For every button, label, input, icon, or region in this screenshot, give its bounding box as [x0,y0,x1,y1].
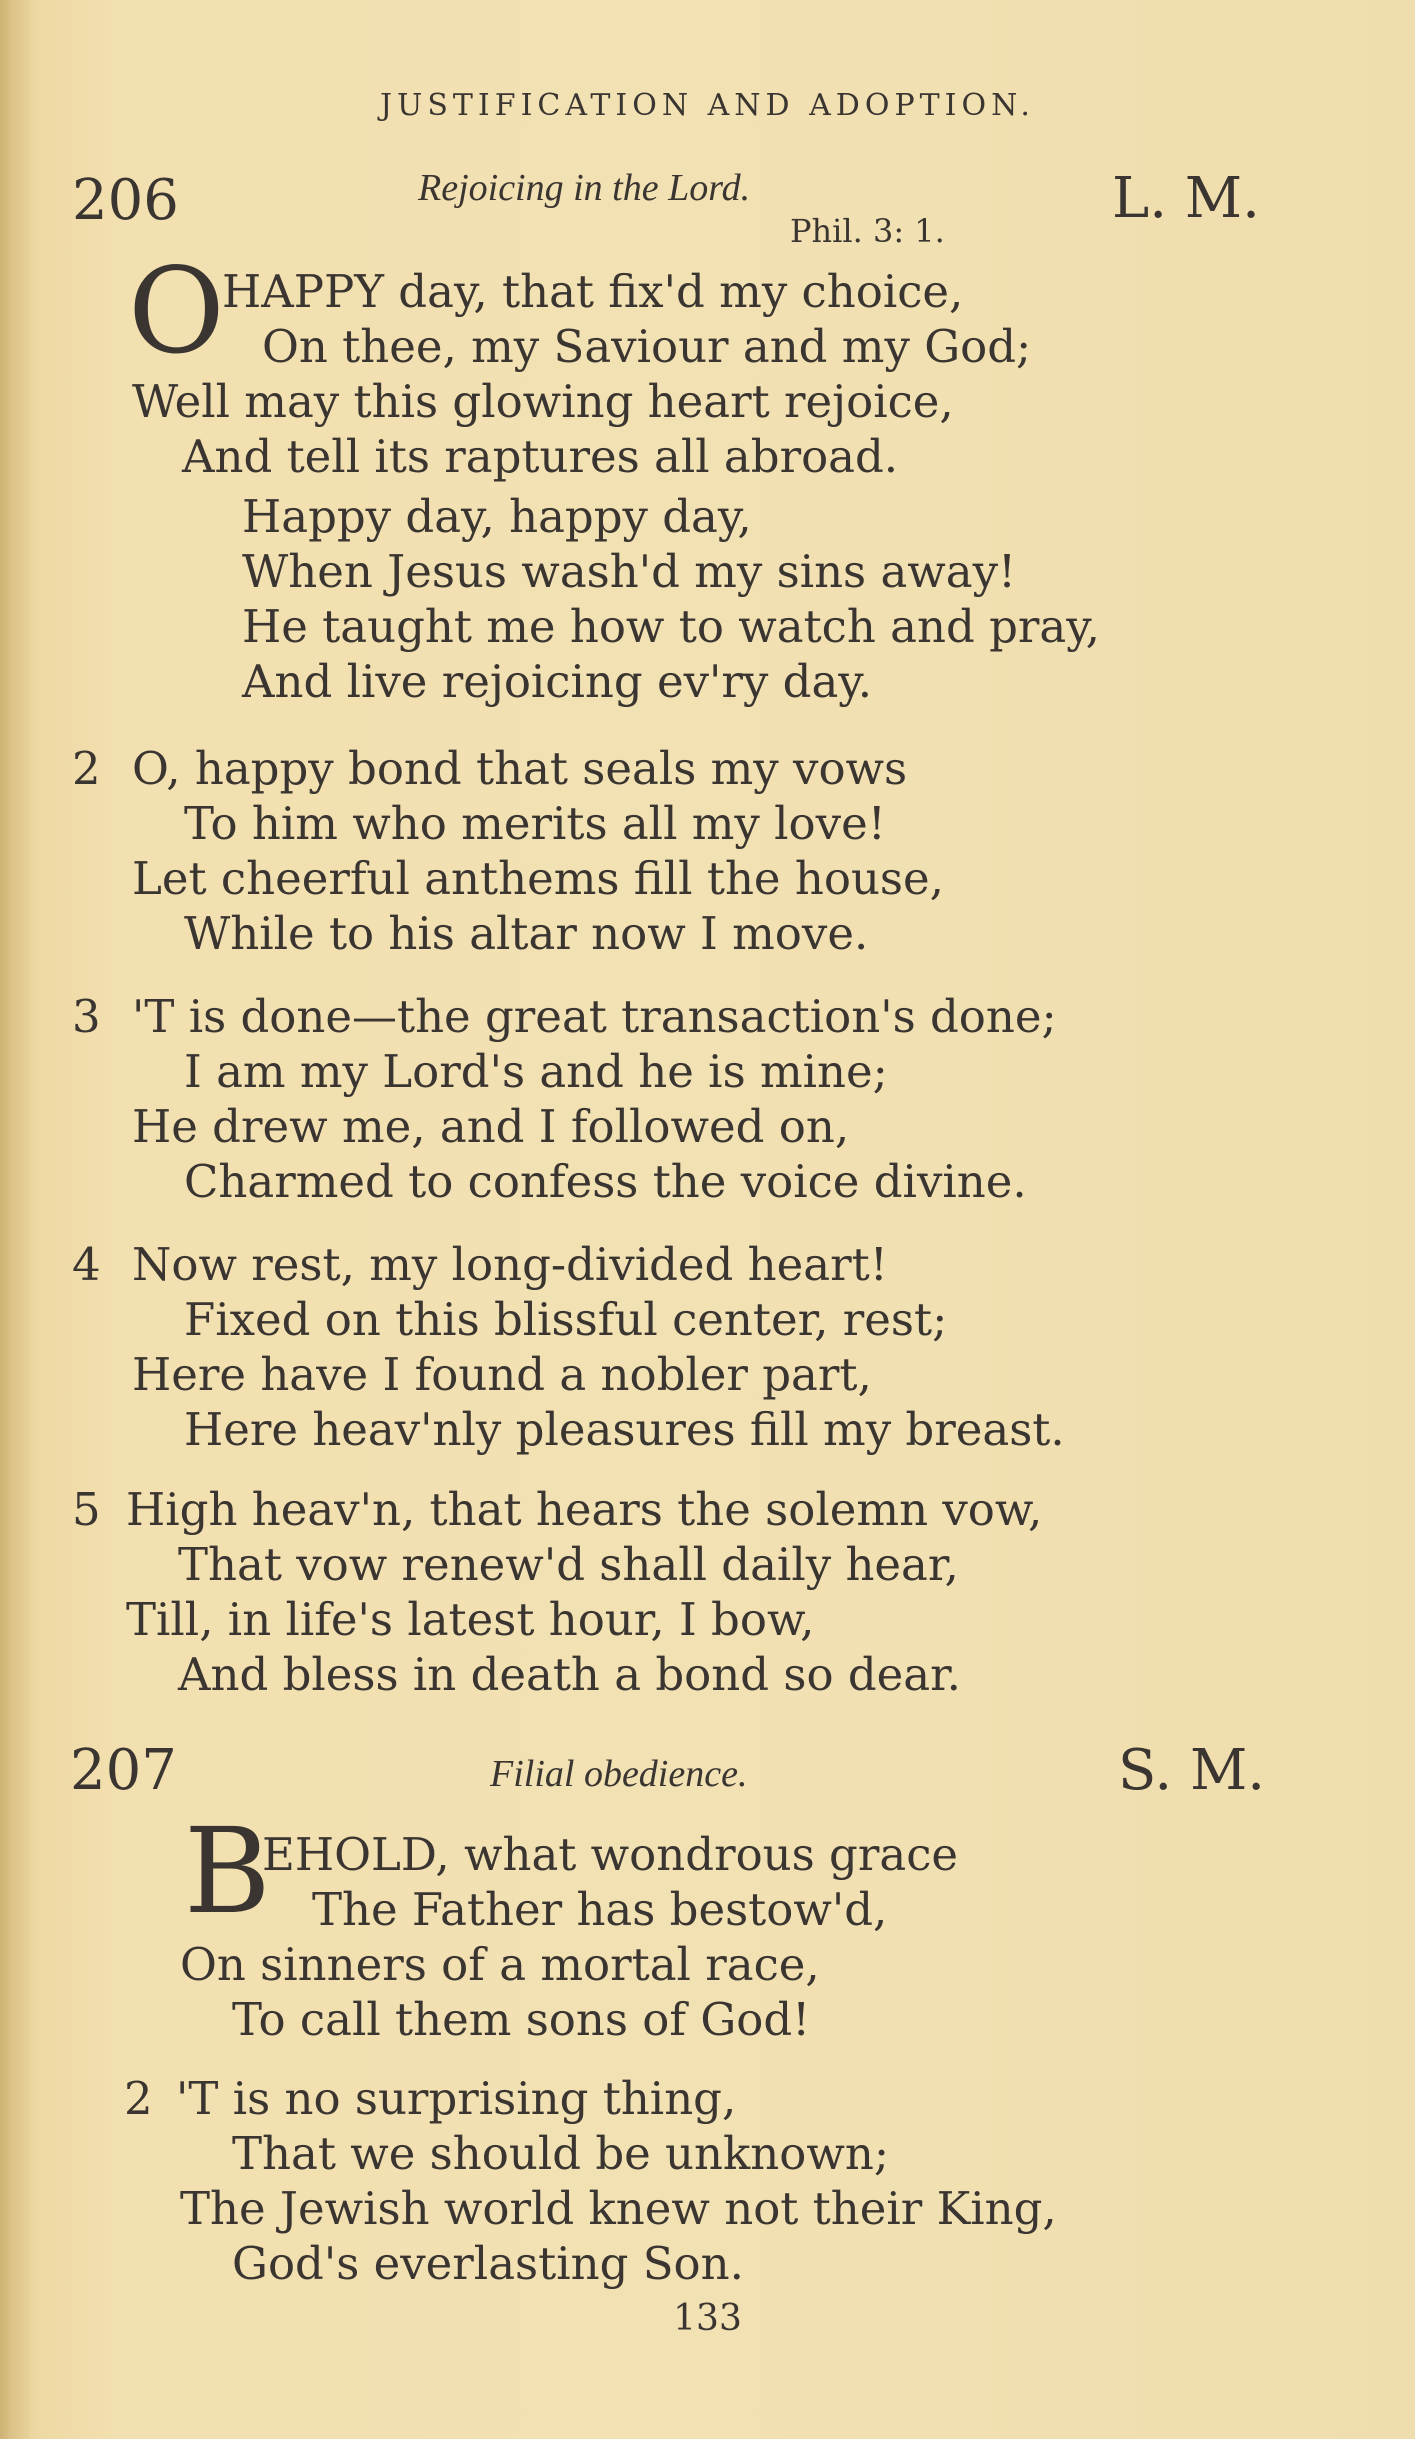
hymn-206-s3-line1: 'T is done—the great transaction's done; [132,990,1057,1043]
hymn-207-meter: S. M. [1118,1738,1266,1803]
hymn-206-s2-line4: While to his altar now I move. [184,907,869,960]
hymn-206-s2-line3: Let cheerful anthems fill the house, [132,852,944,905]
hymn-206-chorus-line4: And live rejoicing ev'ry day. [242,655,873,708]
hymn-206-s2-line2: To him who merits all my love! [184,797,886,850]
page-number: 133 [673,2298,742,2339]
hymn-206-s5-line2: That vow renew'd shall daily hear, [178,1538,959,1591]
hymn-206-number: 206 [72,168,179,233]
hymn-207-s1-line3: On sinners of a mortal race, [180,1938,820,1991]
page-spine-shadow [0,0,30,2439]
hymn-207-title: Filial obedience. [490,1753,748,1795]
hymn-206-s5-line3: Till, in life's latest hour, I bow, [126,1593,815,1646]
hymn-206-title: Rejoicing in the Lord. [418,167,751,209]
hymn-206-s2-line1: O, happy bond that seals my vows [132,742,908,795]
hymn-207-s2-line1: 'T is no surprising thing, [176,2072,737,2125]
hymn-206-s1-line2: On thee, my Saviour and my God; [262,320,1032,373]
hymn-206-s4-line3: Here have I found a nobler part, [132,1348,872,1401]
hymn-206-s1-line1: HAPPY day, that fix'd my choice, [222,265,964,318]
hymn-206-s3-number: 3 [72,990,101,1043]
hymn-207-s2-line3: The Jewish world knew not their King, [180,2182,1057,2235]
hymn-206-chorus-line1: Happy day, happy day, [242,490,752,543]
hymn-206-reference: Phil. 3: 1. [790,212,945,250]
hymn-207-s1-line1: EHOLD, what wondrous grace [262,1828,959,1881]
hymn-206-s4-number: 4 [72,1238,101,1291]
hymn-206-s1-line4: And tell its raptures all abroad. [182,430,899,483]
hymn-206-s5-line1: High heav'n, that hears the solemn vow, [126,1483,1043,1536]
hymn-207-s2-number: 2 [124,2072,153,2125]
hymn-206-dropcap: O [128,242,225,380]
hymn-206-s5-number: 5 [72,1483,101,1536]
hymn-207-s2-line4: God's everlasting Son. [232,2237,744,2290]
hymn-206-meter: L. M. [1112,166,1260,231]
hymn-206-s3-line2: I am my Lord's and he is mine; [184,1045,888,1098]
hymn-206-s4-line1: Now rest, my long-divided heart! [132,1238,888,1291]
hymn-206-s1-line3: Well may this glowing heart rejoice, [132,375,954,428]
hymn-206-s5-line4: And bless in death a bond so dear. [178,1648,961,1701]
running-head: JUSTIFICATION AND ADOPTION. [380,88,1035,123]
hymn-206-s4-line4: Here heav'nly pleasures fill my breast. [184,1403,1065,1456]
hymn-206-s4-line2: Fixed on this blissful center, rest; [184,1293,948,1346]
hymn-206-s2-number: 2 [72,742,101,795]
hymn-206-chorus-line2: When Jesus wash'd my sins away! [242,545,1017,598]
hymn-207-number: 207 [70,1738,177,1803]
hymn-207-s2-line2: That we should be unknown; [232,2127,890,2180]
hymn-207-s1-line4: To call them sons of God! [232,1993,811,2046]
hymn-207-dropcap: B [184,1802,271,1940]
hymn-207-s1-line2: The Father has bestow'd, [312,1883,888,1936]
hymn-206-s3-line4: Charmed to confess the voice divine. [184,1155,1027,1208]
hymn-206-chorus-line3: He taught me how to watch and pray, [242,600,1100,653]
hymn-206-s3-line3: He drew me, and I followed on, [132,1100,850,1153]
